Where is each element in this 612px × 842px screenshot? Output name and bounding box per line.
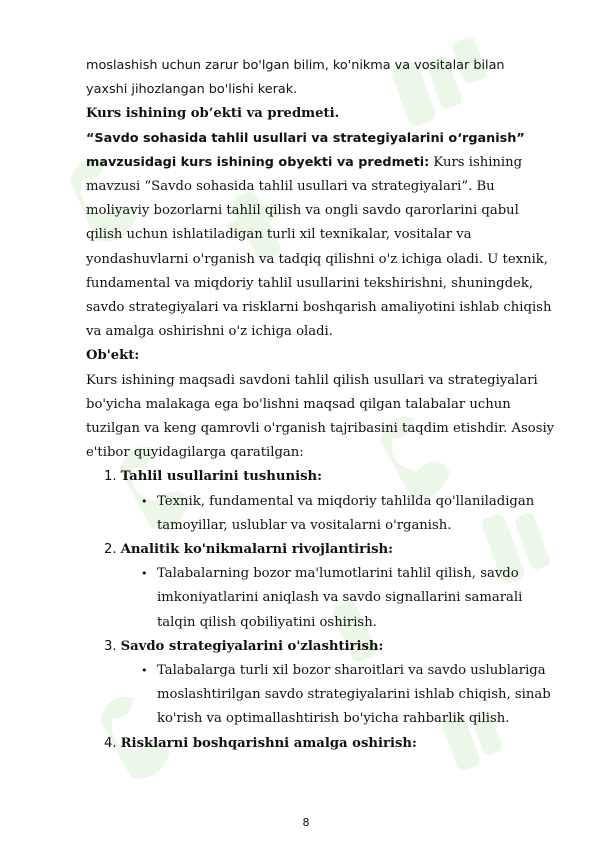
paragraph-line: qilish uchun ishlatiladigan turli xil texnikalar, vositalar va <box>86 227 472 243</box>
list-item <box>86 465 586 489</box>
list-number: 1. <box>104 469 117 485</box>
list-number: 2. <box>104 542 117 558</box>
bullet-text-continued: imkoniyatlarini aniqlash va savdo signallarini samarali <box>157 590 523 606</box>
bullet-text-continued: moslashtirilgan savdo strategiyalarini ishlab chiqish, sinab <box>157 687 551 703</box>
list-item-title: Savdo strategiyalarini o'zlashtirish: <box>120 638 384 654</box>
paragraph-line: tuzilgan va keng qamrovli o'rganish tajribasini taqdim etishdir. Asosiy <box>86 421 555 437</box>
paragraph-line: va amalga oshirishni o'z ichiga oladi. <box>86 324 333 340</box>
bullet-text-continued: tamoyillar, uslublar va vositalarni o'rganish. <box>157 517 452 533</box>
list-item <box>86 635 586 659</box>
list-item-title: Risklarni boshqarishni amalga oshirish: <box>120 735 417 751</box>
list-item <box>86 732 586 756</box>
object-heading: Ob'ekt: <box>86 348 140 364</box>
paragraph-line: e'tibor quyidagilarga qaratilgan: <box>86 445 304 461</box>
section-heading: Kurs ishining ob’ekti va predmeti. <box>86 106 340 122</box>
list-number: 3. <box>104 638 117 654</box>
page-body <box>86 54 586 756</box>
bullet-item <box>86 562 586 586</box>
bullet-text: Texnik, fundamental va miqdoriy tahlilda qo'llaniladigan <box>157 493 535 509</box>
paragraph-line: moslashish uchun zarur bo'lgan bilim, ko'nikma va vositalar bilan <box>86 58 505 73</box>
list-item-title: Tahlil usullarini tushunish: <box>120 469 322 485</box>
paragraph-line: yaxshi jihozlangan bo'lishi kerak. <box>86 82 298 98</box>
topic-heading-text: mavzusidagi kurs ishining obyekti va predmeti: <box>86 154 430 170</box>
bullet-icon: • <box>141 567 148 581</box>
paragraph-line: mavzusi “Savdo sohasida tahlil usullari va strategiyalari”. Bu <box>86 179 495 195</box>
topic-text-start: Kurs ishining <box>429 154 523 170</box>
topic-heading-line <box>86 151 586 175</box>
paragraph-line: yondashuvlarni o'rganish va tadqiq qilishni o'z ichiga oladi. U texnik, <box>86 251 548 267</box>
bullet-text: Talabalarning bozor ma'lumotlarini tahlil qilish, savdo <box>157 566 519 582</box>
paragraph-line: Kurs ishining maqsadi savdoni tahlil qilish usullari va strategiyalari <box>86 372 538 388</box>
bullet-icon: • <box>141 664 148 678</box>
list-number: 4. <box>104 735 117 751</box>
bullet-text-continued: ko'rish va optimallashtirish bo'yicha rahbarlik qilish. <box>157 711 510 727</box>
paragraph-line: bo'yicha malakaga ega bo'lishni maqsad qilgan talabalar uchun <box>86 396 511 412</box>
bullet-item <box>86 659 586 683</box>
bullet-icon: • <box>141 494 148 508</box>
paragraph-line: fundamental va miqdoriy tahlil usullarini tekshirishni, shuningdek, <box>86 275 534 291</box>
list-item-title: Analitik ko'nikmalarni rivojlantirish: <box>120 542 393 558</box>
page-number: 8 <box>302 816 310 829</box>
bullet-text: Talabalarga turli xil bozor sharoitlari va savdo uslublariga <box>157 663 546 679</box>
list-item <box>86 538 586 562</box>
bullet-item <box>86 490 586 514</box>
topic-heading-line: “Savdo sohasida tahlil usullari va strategiyalarini o‘rganish” <box>86 130 525 146</box>
paragraph-line: moliyaviy bozorlarni tahlil qilish va ongli savdo qarorlarini qabul <box>86 203 519 219</box>
bullet-text-continued: talqin qilish qobiliyatini oshirish. <box>157 614 377 630</box>
paragraph-line: savdo strategiyalari va risklarni boshqarish amaliyotini ishlab chiqish <box>86 300 552 316</box>
